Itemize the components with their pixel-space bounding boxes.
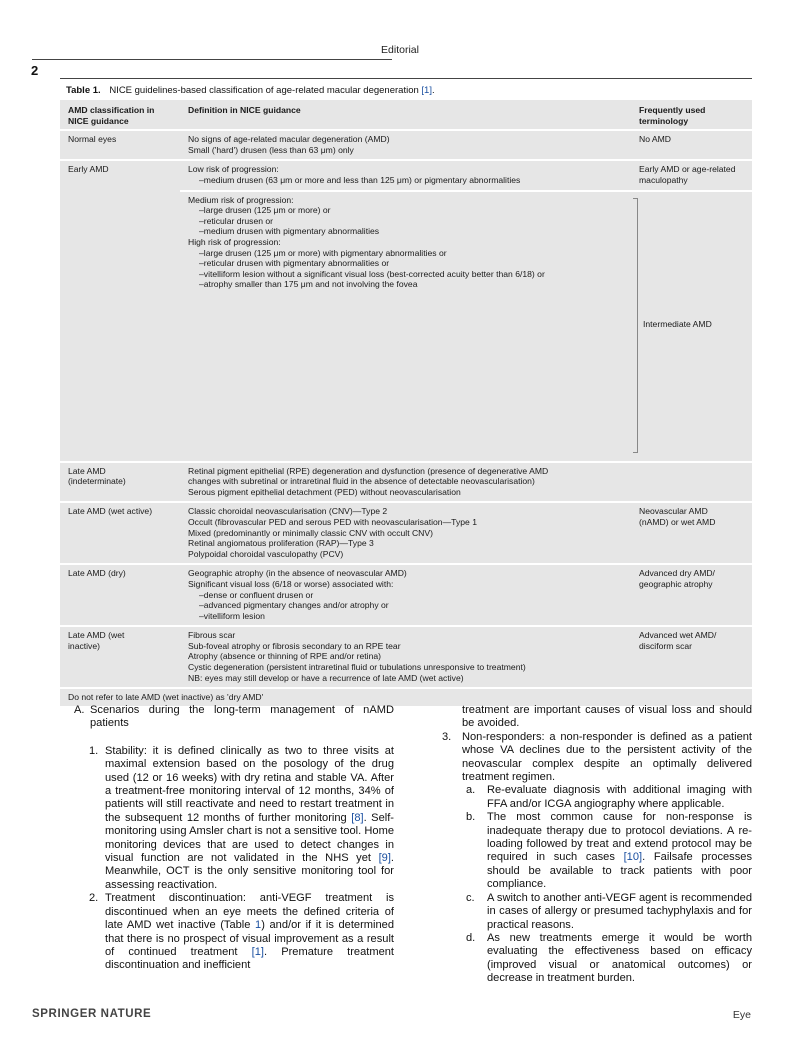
caption-period: . [431, 85, 435, 96]
paragraph-text: ) and/or if it is determined that there is no prospect of visual improvement as a result of continued treatment [105, 919, 394, 958]
cell-definition [180, 192, 631, 463]
paragraph-text: . Meanwhile, OCT is the only sensitive monitoring tool for assessing reactivation. [105, 852, 394, 891]
terminology-line: maculopathy [639, 174, 688, 185]
classification-line: inactive) [68, 640, 100, 651]
table-caption-text: NICE guidelines-based classification of age-related macular degeneration [109, 85, 419, 96]
paragraph-text: . Premature treatment discontinuation and inefficient [105, 945, 394, 972]
classification-line: (indeterminate) [68, 476, 126, 487]
table-footnote: Do not refer to late AMD (wet inactive) as 'dry AMD' [60, 689, 752, 706]
col-header-classification: AMD classification in NICE guidance [60, 100, 180, 131]
definition-line: –large drusen (125 μm or more) with pigmentary abnormalities or [199, 247, 447, 258]
table-row-late-wet-active [60, 503, 752, 565]
paragraph-text: . Self-monitoring using Amsler chart is not a sensitive tool. Home monitoring devices that are used to detect changes in visual function are not validated in the NHS yet [105, 811, 394, 865]
cell-terminology [631, 565, 752, 627]
definition-line: NB: eyes may still develop or have a recurrence of late AMD (wet active) [188, 672, 464, 683]
table-row-late-dry [60, 565, 752, 627]
definition-line: –atrophy smaller than 175 μm and not involving the fovea [199, 279, 418, 290]
terminology-intermediate: Intermediate AMD [643, 318, 712, 329]
paragraph-text: A switch to another anti-VEGF agent is recommended in cases of allergy or presumed tachyphylaxis and for practical reasons. [487, 891, 752, 931]
terminology-line: Neovascular AMD [639, 506, 708, 517]
list-item-discontinuation [74, 892, 394, 972]
header-rule [32, 59, 392, 60]
table-label: Table 1. [66, 85, 101, 96]
definition-line: Sub-foveal atrophy or fibrosis secondary to an RPE tear [188, 640, 401, 651]
list-marker: 3. [442, 730, 452, 743]
running-head: Editorial [381, 44, 419, 56]
definition-line: –large drusen (125 μm or more) or [199, 205, 331, 216]
definition-line: Cystic degeneration (persistent intraretinal fluid or tubulations unresponsive to treatment) [188, 662, 526, 673]
definition-line: Geographic atrophy (in the absence of neovascular AMD) [188, 568, 407, 579]
col-header-definition: Definition in NICE guidance [180, 100, 631, 131]
list-marker: b. [466, 811, 476, 824]
cell-classification: Late AMD (wet active) [60, 503, 180, 565]
definition-line: –medium drusen (63 μm or more and less than 125 μm) or pigmentary abnormalities [199, 174, 521, 185]
table-row-late-indeterminate [60, 463, 752, 504]
cell-definition [180, 503, 631, 565]
table-caption [66, 85, 435, 96]
paragraph-text: . Failsafe processes should be available to track patients with poor compliance. [487, 851, 752, 891]
table-row-late-wet-inactive [60, 627, 752, 689]
paragraph-text: Non-responders: a non-responder is defined as a patient whose VA declines due to the persistent activity of the neovascular complex despite an optimally delivered treatment regimen. [462, 730, 752, 784]
list-item-discontinuation-cont [440, 704, 752, 731]
table-link[interactable]: 1 [255, 919, 262, 932]
cell-classification [60, 463, 180, 504]
journal-name: Eye [732, 1009, 751, 1021]
terminology-line: Early AMD or age-related [639, 164, 736, 175]
page-number: 2 [31, 63, 39, 78]
cell-definition [180, 463, 631, 504]
col-header-terminology: Frequently used terminology [631, 100, 752, 131]
definition-line: Retinal pigment epithelial (RPE) degeneration and dysfunction (presence of degenerative AMD [188, 465, 549, 476]
amd-classification-table [60, 100, 752, 706]
cell-definition [180, 627, 631, 689]
definition-line: –medium drusen with pigmentary abnormalities [199, 226, 380, 237]
sub-item-b [440, 811, 752, 891]
definition-line: Occult (fibrovascular PED and serous PED with neovascularisation—Type 1 [188, 516, 477, 527]
citation-link[interactable]: [10] [623, 851, 643, 864]
cell-definition [180, 161, 631, 191]
paragraph-text: Stability: it is defined clinically as two to three visits at maximal extension based on the posology of the drug used (12 or 16 weeks) with dry retina and stable VA. After a treatment-free monitoring interval of 12 months, 34% of patients will still reactivate and need to restart treatment in the subsequent 12 months of further monitoring [105, 744, 394, 824]
definition-line: –advanced pigmentary changes and/or atrophy or [199, 600, 389, 611]
paragraph-text: Re-evaluate diagnosis with additional imaging with FFA and/or ICGA angiography where applicable. [487, 784, 752, 810]
table-header-row [60, 100, 752, 131]
paragraph-text: Treatment discontinuation: anti-VEGF treatment is discontinued when an eye meets the defined criteria of late AMD wet inactive (Table [105, 892, 394, 932]
sub-item-d [440, 932, 752, 986]
classification-line: Late AMD (wet [68, 630, 125, 641]
list-marker: 2. [89, 892, 99, 905]
classification-line: Late AMD [68, 465, 106, 476]
table-top-rule [60, 78, 752, 79]
definition-line: Classic choroidal neovascularisation (CNV)—Type 2 [188, 506, 388, 517]
list-item-stability [74, 745, 394, 892]
definition-line: Polypoidal choroidal vasculopathy (PCV) [188, 548, 344, 559]
cell-terminology [631, 192, 752, 463]
definition-line: Mixed (predominantly or minimally classic CNV with occult CNV) [188, 527, 433, 538]
citation-link[interactable]: [1] [421, 85, 432, 96]
table-row-early [60, 161, 752, 191]
definition-line: Serous pigment epithelial detachment (PED) without neovascularisation [188, 486, 461, 497]
definition-line: Significant visual loss (6/18 or worse) associated with: [188, 578, 394, 589]
table-row-normal [60, 131, 752, 161]
cell-terminology [631, 161, 752, 191]
section-a [74, 704, 394, 731]
definition-line: Retinal angiomatous proliferation (RAP)—Type 3 [188, 538, 374, 549]
list-marker: d. [466, 931, 476, 944]
sub-item-a [440, 784, 752, 811]
cell-terminology [631, 503, 752, 565]
list-marker: c. [466, 891, 475, 904]
cell-definition [180, 565, 631, 627]
sub-item-c [440, 892, 752, 932]
definition-line: Small ('hard') drusen (less than 63 μm) only [188, 144, 354, 155]
cell-classification: Normal eyes [60, 131, 180, 161]
list-marker: 1. [89, 744, 99, 757]
definition-line: Atrophy (absence or thinning of RPE and/or retina) [188, 651, 381, 662]
citation-link[interactable]: [1] [251, 945, 264, 958]
definition-line: changes with subretinal or intraretinal fluid in the absence of detectable neovascularisation) [188, 476, 535, 487]
publisher-logo: SPRINGER NATURE [32, 1008, 152, 1020]
list-marker: A. [74, 704, 85, 716]
terminology-line: (nAMD) or wet AMD [639, 516, 716, 527]
bracket-divider [633, 198, 638, 453]
definition-heading: Medium risk of progression: [188, 194, 294, 205]
paragraph-text: treatment are important causes of visual loss and should be avoided. [462, 704, 752, 730]
definition-heading: High risk of progression: [188, 236, 281, 247]
paragraph-text: As new treatments emerge it would be worth evaluating the effectiveness based on efficacy (improved visual or anatomical outcomes) or decrease in treatment burden. [487, 931, 752, 985]
cell-classification: Early AMD [60, 161, 180, 462]
cell-classification: Late AMD (dry) [60, 565, 180, 627]
definition-line: –vitelliform lesion without a significant visual loss (best-corrected acuity better than 6/18) or [199, 268, 545, 279]
cell-definition [180, 131, 631, 161]
list-marker: a. [466, 784, 476, 797]
definition-line: –vitelliform lesion [199, 610, 265, 621]
definition-line: –reticular drusen or [199, 215, 274, 226]
definition-line: –reticular drusen with pigmentary abnormalities or [199, 258, 390, 269]
definition-line: Fibrous scar [188, 630, 236, 641]
citation-link[interactable]: [8] [351, 811, 364, 824]
terminology-line: geographic atrophy [639, 578, 713, 589]
paragraph-text: The most common cause for non-response is inadequate therapy due to protocol deviations. A re-loading followed by treat and extend protocol may be required in such cases [487, 811, 752, 864]
terminology-line: Advanced dry AMD/ [639, 568, 715, 579]
section-a-text: Scenarios during the long-term management of nAMD patients [90, 704, 394, 730]
cell-terminology [631, 463, 752, 504]
definition-line: –dense or confluent drusen or [199, 589, 314, 600]
list-item-non-responders [440, 731, 752, 785]
body-column-right [440, 704, 752, 986]
body-column-left [74, 704, 394, 973]
terminology-line: Advanced wet AMD/ [639, 630, 717, 641]
cell-terminology [631, 627, 752, 689]
terminology-line: disciform scar [639, 640, 693, 651]
definition-heading: Low risk of progression: [188, 164, 279, 175]
citation-link[interactable]: [9] [378, 852, 391, 865]
cell-classification [60, 627, 180, 689]
cell-terminology: No AMD [631, 131, 752, 161]
definition-line: No signs of age-related macular degeneration (AMD) [188, 134, 390, 145]
